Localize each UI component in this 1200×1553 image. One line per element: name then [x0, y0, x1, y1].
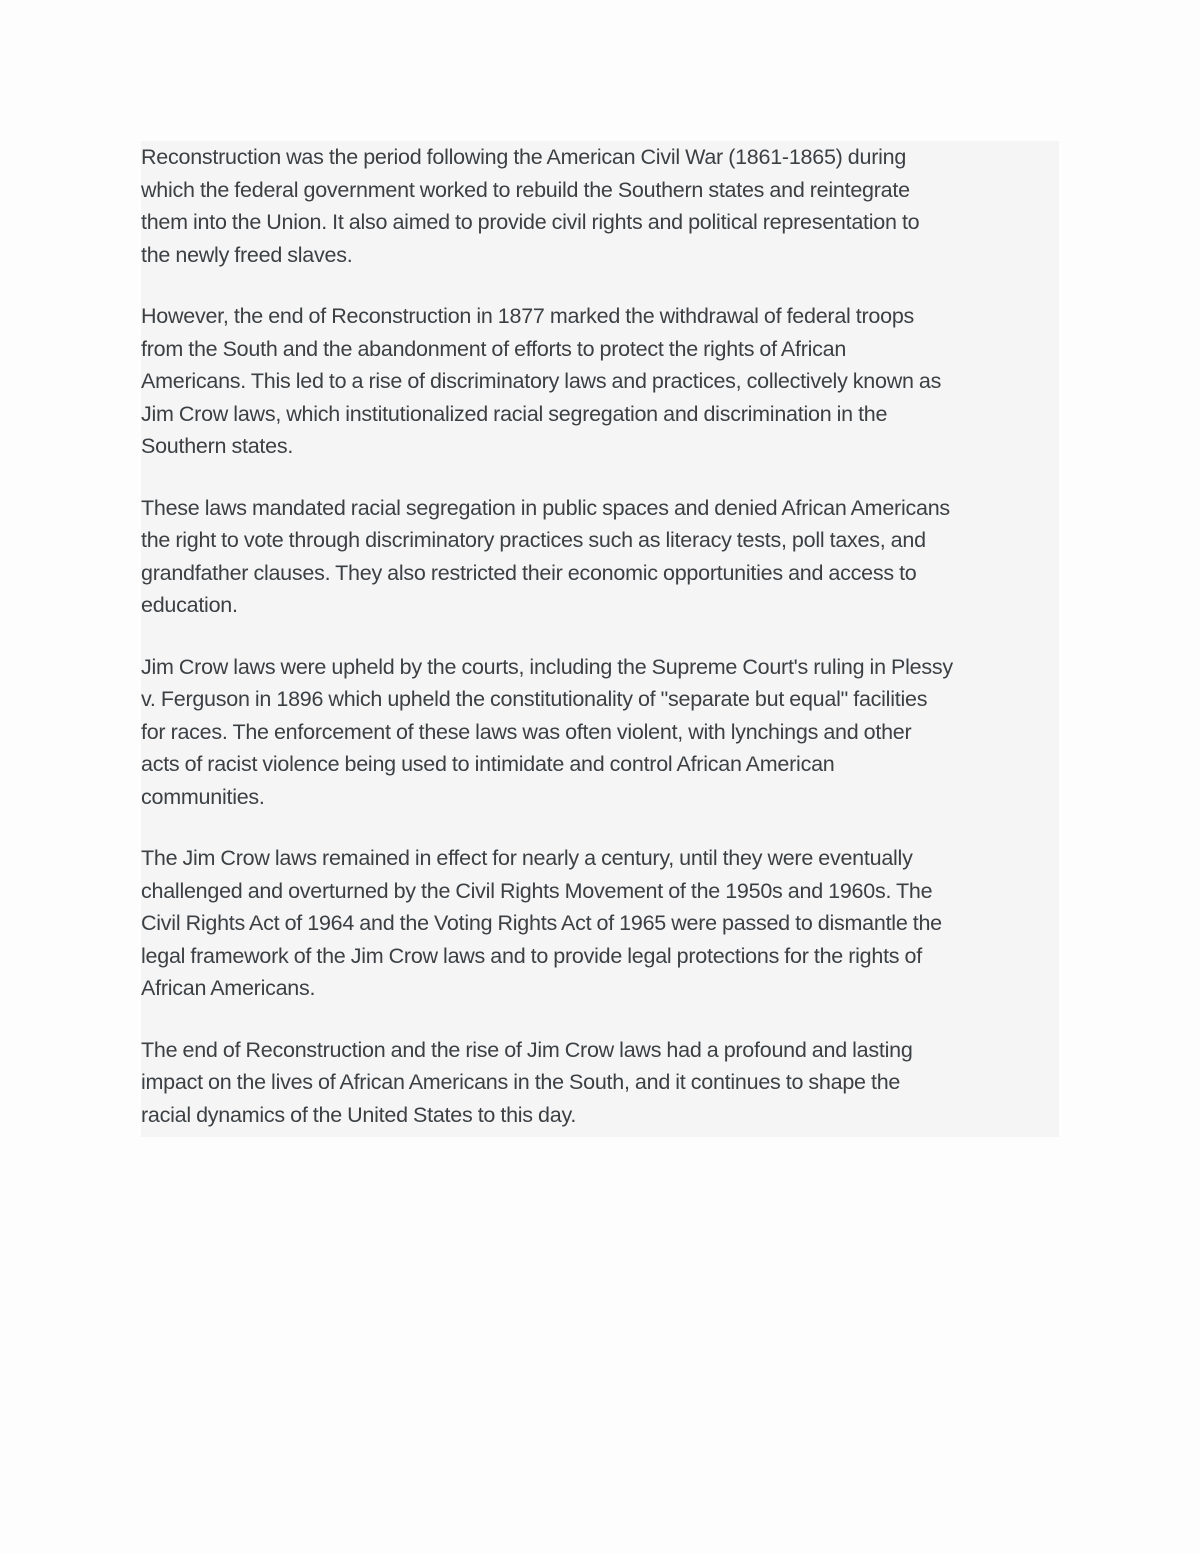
paragraph-segregation-laws: These laws mandated racial segregation in public spaces and denied African Americans the right to vote through discriminatory practices such as literacy tests, poll taxes, and grandfather clauses. They also restricted their economic opportunities and access to education. [141, 495, 950, 617]
paragraph-reconstruction-definition: Reconstruction was the period following the American Civil War (1861-1865) during which the federal government worked to rebuild the Southern states and reintegrate them into the Union. It also aimed to provide civil rights and political representation to the newly freed slaves. [141, 145, 920, 267]
highlighted-text-block [141, 141, 1059, 1137]
paragraph-civil-rights-movement: The Jim Crow laws remained in effect for nearly a century, until they were eventually challenged and overturned by the Civil Rights Movement of the 1950s and 1960s. The Civil Rights Act of 1964 and the Voting Rights Act of 1965 were passed to dismantle the legal framework of the Jim Crow laws and to provide legal protections for the rights of African Americans. [141, 846, 942, 1000]
paragraph-lasting-impact: The end of Reconstruction and the rise of Jim Crow laws had a profound and lasting impact on the lives of African Americans in the South, and it continues to shape the racial dynamics of the United States to this day. [141, 1037, 913, 1127]
paragraph-courts-and-violence: Jim Crow laws were upheld by the courts, including the Supreme Court's ruling in Plessy v. Ferguson in 1896 which upheld the constitutionality of "separate but equal" facilities for races. The enforcement of these laws was often violent, with lynchings and other acts of racist violence being used to intimidate and control African American communities. [141, 654, 953, 809]
paragraph-end-of-reconstruction: However, the end of Reconstruction in 1877 marked the withdrawal of federal troops from the South and the abandonment of efforts to protect the rights of African Americans. This led to a rise of discriminatory laws and practices, collectively known as Jim Crow laws, which institutionalized racial segregation and discrimination in the Southern states. [141, 304, 942, 458]
